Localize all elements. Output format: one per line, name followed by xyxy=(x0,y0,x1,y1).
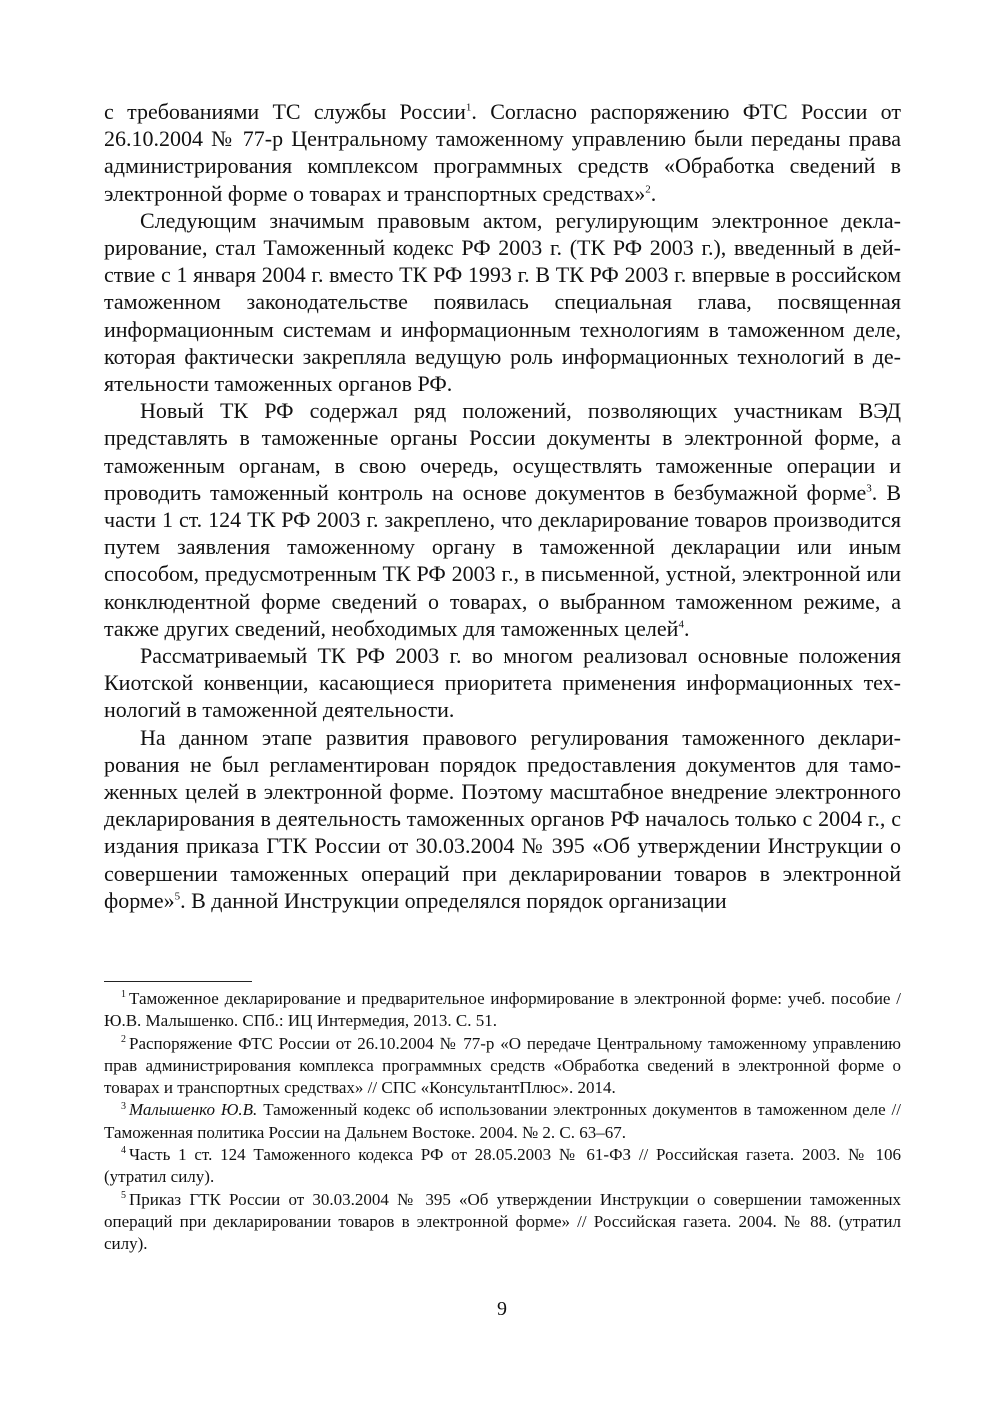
footnote-1: $^1$ Таможенное декларирование и предварительное информирование в электронной форме: учеб. пособие / Ю.В. Малышенко. СПб.: ИЦ Интермедия, 2013. С. 51. xyxy=(104,989,901,1031)
paragraph-1: с требованиями ТС службы России$^1$. Согласно распоряжению ФТС России от 26.10.2004 № 77-р Центральному таможенному управлению были переданы права администрирования комплексом программных средств «Обработка сведений в электронной форме о товарах и транспортных средствах»$^2$. xyxy=(104,99,901,206)
paragraph-2: Следующим значимым правовым актом, регулирующим электронное декларирование, стал Таможенный кодекс РФ 2003 г. (ТК РФ 2003 г.), введенный в действие с 1 января 2004 г. вместо ТК РФ 1993 г. В ТК РФ 2003 г. впервые в российском таможенном законодательстве появилась специальная глава, посвященная информационным системам и информационным технологиям в таможенном деле, которая фактически закрепляла ведущую роль информационных технологий в деятельности таможенных органов РФ. xyxy=(104,207,901,397)
main-text xyxy=(104,98,901,914)
footnote-2: $^2$ Распоряжение ФТС России от 26.10.2004 № 77-р «О передаче Центральному таможенному управлению прав администрирования комплекса программных средств «Обработка сведений в электронной форме о товарах и транспортных средствах» // СПС «КонсультантПлюс». 2014. xyxy=(104,1033,901,1098)
paragraph-5: На данном этапе развития правового регулирования таможенного декларирования не был регламентирован порядок предоставления документов для таможенных целей в электронной форме. Поэтому масштабное внедрение электронного декларирования в деятельность таможенных органов РФ началось только с 2004 г., с издания приказа ГТК России от 30.03.2004 № 395 «Об утверждении Инструкции о совершении таможенных операций при декларировании товаров в электронной форме»$^5$. В данной Инструкции определялся порядок организации xyxy=(104,724,901,913)
footnote-ref-1: 1 xyxy=(465,101,472,114)
paragraph-4: Рассматриваемый ТК РФ 2003 г. во многом реализовал основные положения Киотской конвенции, касающиеся приоритета применения информационных технологий в таможенной деятельности. xyxy=(104,643,901,723)
footnote-ref-2: 2 xyxy=(645,183,651,196)
footnotes xyxy=(104,988,901,1256)
footnote-ref-3: 3 xyxy=(866,482,872,495)
footnote-divider xyxy=(104,981,252,982)
page-number: 9 xyxy=(497,1298,507,1320)
paragraph-3: Новый ТК РФ содержал ряд положений, позволяющих участникам ВЭД представлять в таможенные органы России документы в электронной форме, а таможенным органам, в свою очередь, осуществлять таможенные операции и проводить таможенный контроль на основе документов в безбумажной форме$^3$. В части 1 ст. 124 ТК РФ 2003 г. закреплено, что декларирование товаров производится путем заявления таможенному органу в таможенной декларации или иным способом, предусмотренным ТК РФ 2003 г., в письменной, устной, электронной или конклюдентной форме сведений о товарах, о выбранном таможенном режиме, а также других сведений, необходимых для таможенных целей$^4$. xyxy=(104,398,901,641)
footnote-author: Малышенко Ю.В. xyxy=(129,1100,258,1120)
footnote-3: $^3$ Малышенко Ю.В. Таможенный кодекс об использовании электронных документов в таможенном деле // Таможенная политика России на Дальнем Востоке. 2004. № 2. С. 63–67. xyxy=(104,1100,901,1142)
footnote-ref-4: 4 xyxy=(678,618,684,631)
footnote-4: $^4$ Часть 1 ст. 124 Таможенного кодекса РФ от 28.05.2003 № 61-ФЗ // Российская газета. 2003. № 106 (утратил силу). xyxy=(104,1145,901,1187)
footnote-5: $^5$ Приказ ГТК России от 30.03.2004 № 395 «Об утверждении Инструкции о совершении таможенных операций при декларировании товаров в электронной форме» // Российская газета. 2004. № 88. (утратил силу). xyxy=(104,1189,901,1254)
footnote-ref-5: 5 xyxy=(174,890,181,903)
